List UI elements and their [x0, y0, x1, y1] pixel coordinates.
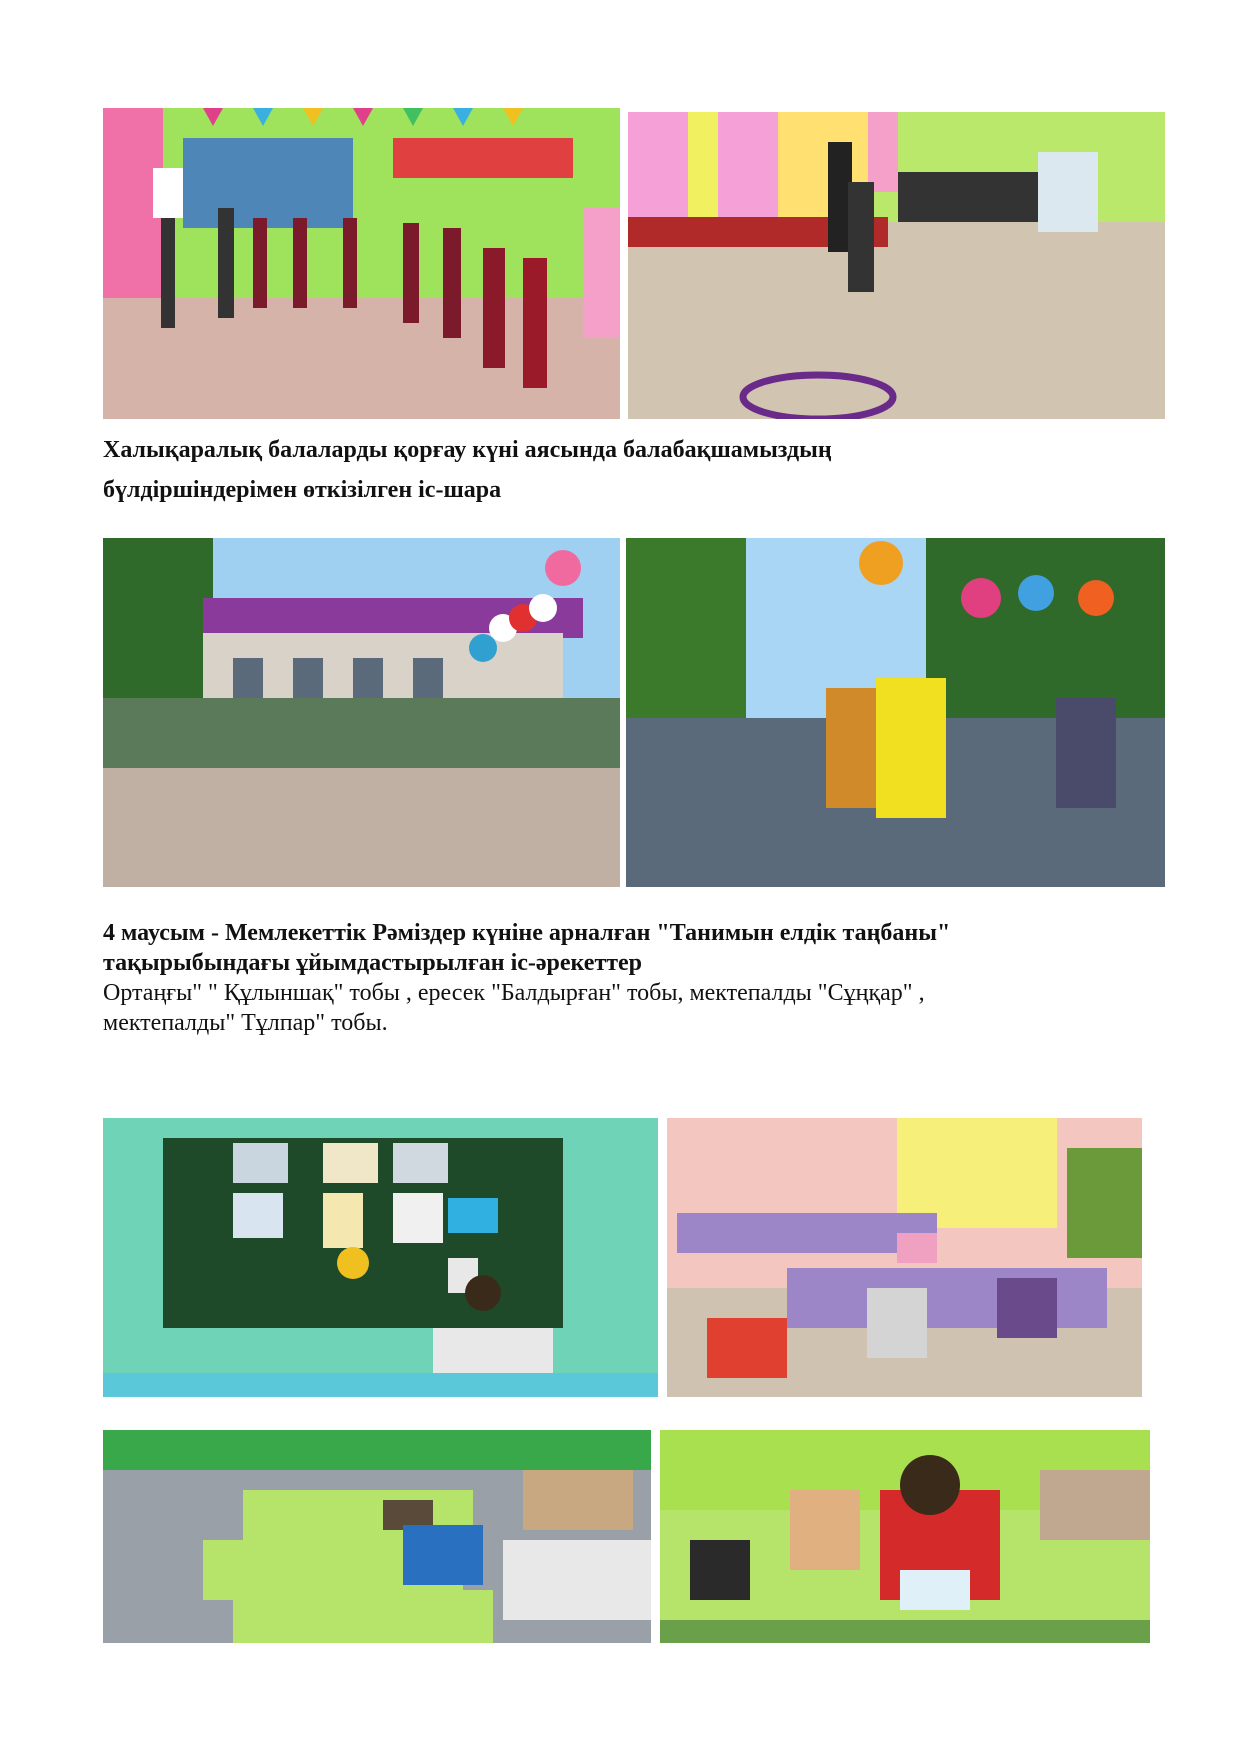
caption1-line2: бүлдіршіндерімен өткізілген іс-шара: [103, 477, 502, 503]
caption1-line1: Халықаралық балаларды қорғау күні аясында балабақшамыздың: [103, 437, 832, 463]
photo-boy-drawing: [660, 1430, 1150, 1643]
caption-children-protection-day: [103, 430, 1163, 510]
caption2-groups-line1: Ортаңғы" " Құлыншақ" тобы , ересек "Балдырған" тобы, мектепалды "Сұңқар" ,: [103, 980, 925, 1006]
photo-exercise-hall: [103, 108, 620, 419]
caption-state-symbols-day: [103, 918, 1163, 1038]
photo-purple-tables: [667, 1118, 1142, 1397]
photo-green-tables-drawing: [103, 1430, 651, 1643]
photo-mascots-party: [626, 538, 1165, 887]
caption2-title-line1: 4 маусым - Мемлекеттік Рәміздер күніне арналған "Танимын елдік таңбаны": [103, 920, 951, 946]
photo-yard-circle: [103, 538, 620, 887]
caption2-groups-line2: мектепалды" Тұлпар" тобы.: [103, 1010, 388, 1036]
photo-game-hall: [628, 112, 1165, 419]
caption2-title-line2: тақырыбындағы ұйымдастырылған іс-әрекеттер: [103, 950, 643, 976]
photo-board-symbols: [103, 1118, 658, 1397]
